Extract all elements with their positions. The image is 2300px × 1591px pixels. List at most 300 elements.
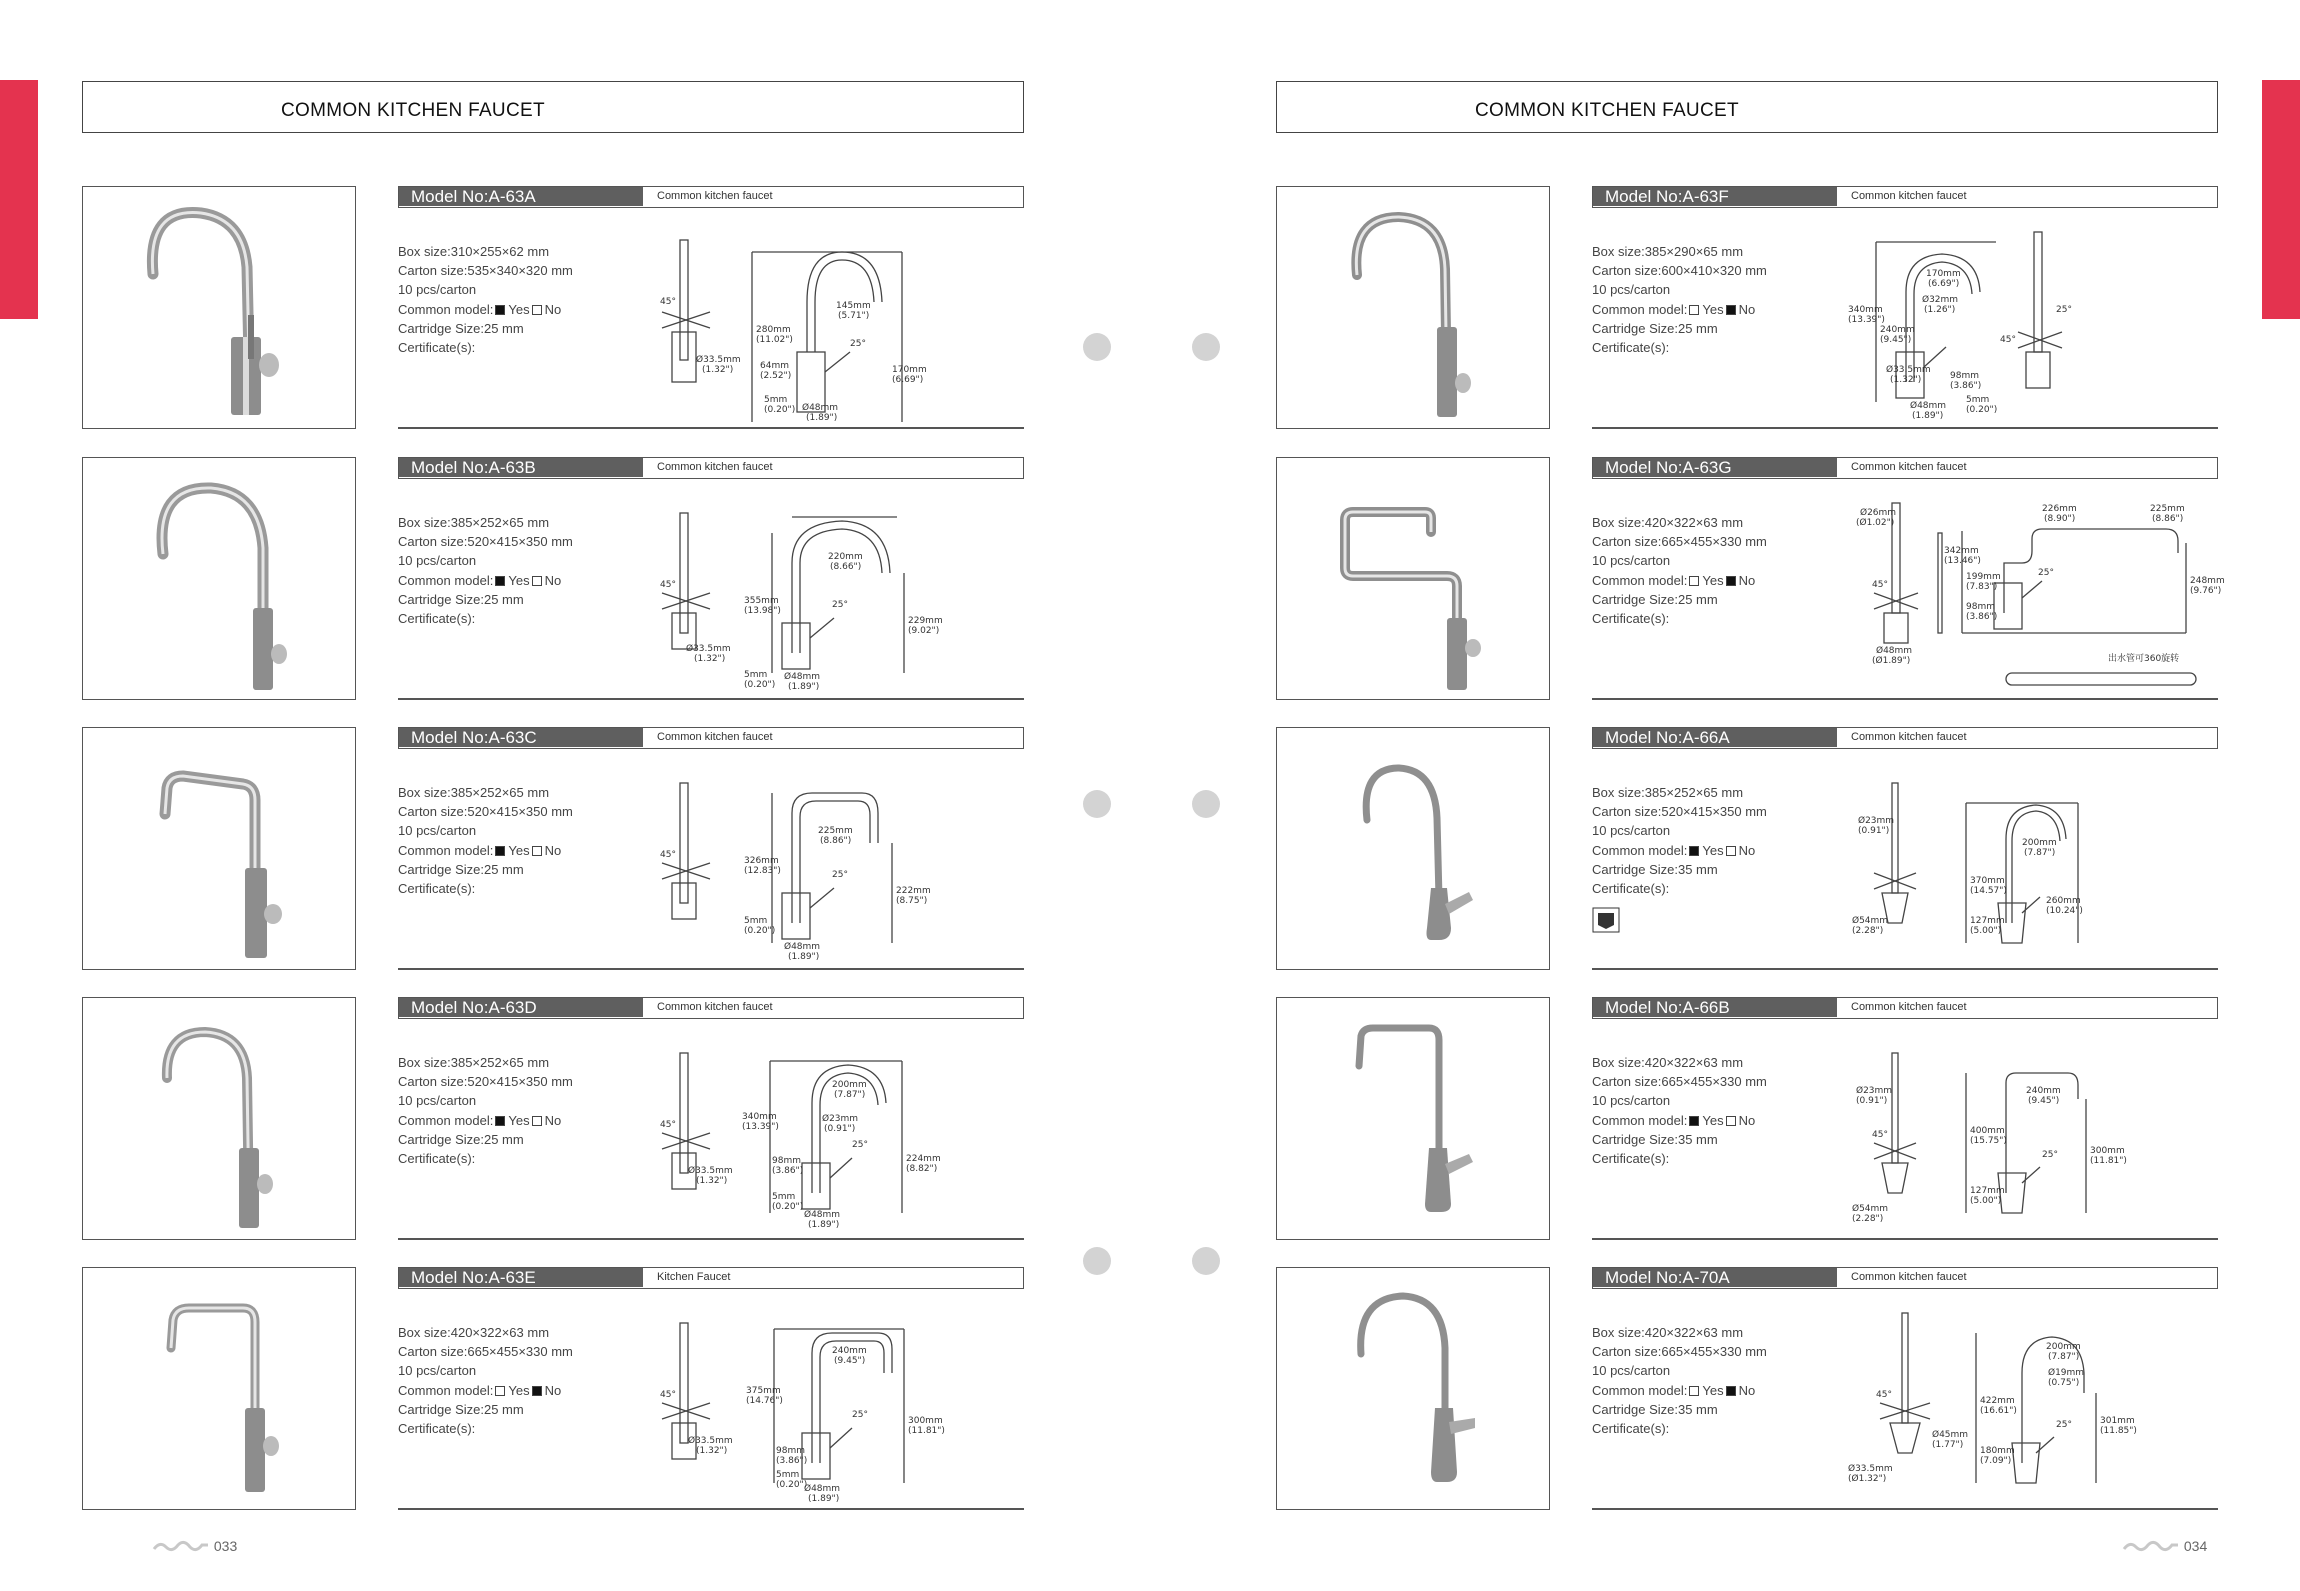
dim-label: 355mm [744, 596, 779, 606]
dim-label: Ø48mm [804, 1484, 841, 1494]
box-size: Box size:420×322×63 mm [1592, 1055, 1744, 1070]
dim-label: (11.81") [908, 1426, 945, 1436]
carton-size: Carton size:520×415×350 mm [398, 534, 573, 550]
no-label: No [1738, 572, 1756, 588]
unchecked-box-icon [1689, 576, 1699, 586]
pcs-per-carton: 10 pcs/carton [1592, 1093, 1671, 1109]
dim-label: 226mm [2042, 504, 2077, 514]
checked-box-icon [532, 1386, 542, 1396]
dim-label: (12.83") [744, 866, 781, 876]
unchecked-box-icon [1689, 305, 1699, 315]
dim-label: (3.86") [776, 1456, 808, 1466]
box-size: Box size:420×322×63 mm [398, 1325, 550, 1340]
checked-box-icon [1689, 1116, 1699, 1126]
common-model-label: Common model: [398, 1382, 494, 1398]
dim-label: (3.86") [1966, 612, 1998, 622]
dim-label: 25° [2056, 305, 2072, 315]
model-title-bar [398, 727, 1024, 749]
page-title: COMMON KITCHEN FAUCET [281, 100, 545, 121]
model-title-bar [398, 1267, 1024, 1289]
dim-label: (11.81") [2090, 1156, 2127, 1166]
model-category: Common kitchen faucet [1851, 461, 1967, 473]
dim-label: (5.00") [1970, 926, 2002, 936]
product-card [1276, 727, 2218, 970]
dim-label: 400mm [1970, 1126, 2005, 1136]
model-title-bar [1592, 997, 2218, 1019]
dim-label: 45° [660, 850, 676, 860]
product-card [82, 1267, 1024, 1510]
certificates: Certificate(s): [398, 881, 476, 897]
dim-label: (Ø1.89") [1872, 656, 1911, 666]
dim-label: Ø19mm [2048, 1368, 2085, 1378]
technical-drawing [1846, 773, 2206, 963]
certificates: Certificate(s): [1592, 611, 1670, 627]
dim-label: 180mm [1980, 1446, 2015, 1456]
spec-list [1592, 242, 1767, 357]
dim-label: (9.45") [2028, 1096, 2060, 1106]
dim-label: (Ø1.32") [1848, 1474, 1887, 1484]
unchecked-box-icon [1726, 1116, 1736, 1126]
pcs-per-carton: 10 pcs/carton [398, 1093, 477, 1109]
cartridge-size: Cartridge Size:25 mm [398, 320, 524, 336]
unchecked-box-icon [532, 1116, 542, 1126]
model-number: Model No:A-63A [399, 187, 643, 206]
common-model-label: Common model: [1592, 1382, 1688, 1398]
dim-label: (0.20") [744, 926, 776, 936]
common-model-label: Common model: [398, 301, 494, 317]
dim-label: (1.89") [808, 1494, 840, 1504]
technical-drawing [652, 773, 1012, 963]
dim-label: (6.69") [1928, 279, 1960, 289]
cartridge-size: Cartridge Size:35 mm [1592, 1401, 1718, 1417]
model-category: Common kitchen faucet [657, 190, 773, 202]
dim-label: (5.00") [1970, 1196, 2002, 1206]
dim-label: 200mm [2046, 1342, 2081, 1352]
dim-label: (13.98") [744, 606, 781, 616]
no-label: No [544, 842, 562, 858]
common-model-label: Common model: [1592, 301, 1688, 317]
dim-label: Ø33.5mm [1886, 365, 1931, 375]
faucet-illustration [1277, 458, 1551, 701]
page-number: 034 [2183, 1538, 2208, 1554]
dim-label: 199mm [1966, 572, 2001, 582]
model-number: Model No:A-66A [1593, 728, 1837, 747]
spec-list [398, 1323, 573, 1438]
dim-label: 45° [1872, 580, 1888, 590]
yes-label: Yes [508, 842, 530, 858]
no-label: No [1738, 301, 1756, 317]
pcs-per-carton: 10 pcs/carton [398, 1363, 477, 1379]
dim-label: 45° [2000, 335, 2016, 345]
certificates: Certificate(s): [1592, 1151, 1670, 1167]
gutter-dot [1083, 1247, 1111, 1275]
checked-box-icon [1726, 305, 1736, 315]
model-category: Common kitchen faucet [657, 731, 773, 743]
model-category: Common kitchen faucet [657, 1001, 773, 1013]
no-label: No [544, 301, 562, 317]
spec-list [398, 242, 573, 357]
dim-label: (1.26") [1924, 305, 1956, 315]
page-number: 033 [213, 1538, 238, 1554]
box-size: Box size:385×252×65 mm [1592, 785, 1744, 800]
pcs-per-carton: 10 pcs/carton [398, 553, 477, 569]
dim-label: 98mm [776, 1446, 805, 1456]
dim-label: 25° [2042, 1150, 2058, 1160]
dim-label: (13.46") [1944, 556, 1981, 566]
dim-label: Ø33.5mm [688, 1436, 733, 1446]
carton-size: Carton size:520×415×350 mm [398, 1074, 573, 1090]
product-photo [82, 186, 356, 429]
dim-label: 224mm [906, 1154, 941, 1164]
dim-label: Ø33.5mm [688, 1166, 733, 1176]
dim-label: (7.87") [2024, 848, 2056, 858]
checked-box-icon [1726, 1386, 1736, 1396]
model-number: Model No:A-63D [399, 998, 643, 1017]
dim-label: (1.32") [694, 654, 726, 664]
dim-label: (9.02") [908, 626, 940, 636]
dim-label: Ø48mm [784, 672, 821, 682]
technical-drawing [1846, 1313, 2206, 1503]
dim-label: Ø48mm [1876, 646, 1913, 656]
dim-label: 170mm [1926, 269, 1961, 279]
yes-label: Yes [508, 1382, 530, 1398]
unchecked-box-icon [532, 305, 542, 315]
dim-label: (7.87") [2048, 1352, 2080, 1362]
section-rule [398, 698, 1024, 700]
model-number: Model No:A-63F [1593, 187, 1837, 206]
technical-drawing [652, 1043, 1012, 1233]
common-model-row [1592, 1111, 1767, 1130]
product-card [82, 457, 1024, 700]
page-header [1276, 81, 2218, 133]
common-model-row [398, 1381, 573, 1400]
cartridge-size: Cartridge Size:35 mm [1592, 1131, 1718, 1147]
dim-label: 300mm [908, 1416, 943, 1426]
product-card [1276, 457, 2225, 700]
common-model-row [1592, 571, 1767, 590]
dim-label: 248mm [2190, 576, 2225, 586]
common-model-row [398, 571, 573, 590]
product-card [82, 186, 1024, 429]
gutter-dot [1083, 790, 1111, 818]
certificates: Certificate(s): [398, 611, 476, 627]
dim-label: 5mm [764, 395, 788, 405]
dim-label: 145mm [836, 301, 871, 311]
gutter-dot [1192, 333, 1220, 361]
checked-box-icon [495, 1116, 505, 1126]
technical-drawing [1846, 1043, 2206, 1233]
model-title-bar [398, 186, 1024, 208]
dim-label: 64mm [760, 361, 789, 371]
carton-size: Carton size:665×455×330 mm [1592, 1074, 1767, 1090]
dim-label: 25° [2038, 568, 2054, 578]
checked-box-icon [1689, 846, 1699, 856]
dim-label: 240mm [2026, 1086, 2061, 1096]
dim-label: (0.75") [2048, 1378, 2080, 1388]
unchecked-box-icon [532, 846, 542, 856]
unchecked-box-icon [1689, 1386, 1699, 1396]
faucet-illustration [1277, 187, 1551, 430]
box-size: Box size:310×255×62 mm [398, 244, 550, 259]
gutter-dot [1192, 790, 1220, 818]
product-photo [1276, 997, 1550, 1240]
left-edge-tab [0, 80, 38, 319]
dim-label: 25° [852, 1140, 868, 1150]
yes-label: Yes [1702, 1382, 1724, 1398]
dim-label: 45° [660, 297, 676, 307]
dim-label: (13.39") [742, 1122, 779, 1132]
dim-label: Ø32mm [1922, 295, 1959, 305]
model-title-bar [398, 457, 1024, 479]
certificates: Certificate(s): [1592, 1421, 1670, 1437]
product-photo [82, 997, 356, 1240]
common-model-row [1592, 1381, 1767, 1400]
dim-label: 5mm [772, 1192, 796, 1202]
dim-label: Ø26mm [1860, 508, 1897, 518]
dim-label: 222mm [896, 886, 931, 896]
pcs-per-carton: 10 pcs/carton [1592, 553, 1671, 569]
model-number: Model No:A-63C [399, 728, 643, 747]
pcs-per-carton: 10 pcs/carton [1592, 823, 1671, 839]
model-number: Model No:A-70A [1593, 1268, 1837, 1287]
checked-box-icon [495, 846, 505, 856]
carton-size: Carton size:665×455×330 mm [1592, 534, 1767, 550]
wave-logo-icon [152, 1539, 210, 1555]
no-label: No [544, 572, 562, 588]
model-number: Model No:A-63B [399, 458, 643, 477]
dim-label: 98mm [772, 1156, 801, 1166]
dim-label: 25° [850, 339, 866, 349]
product-photo [82, 727, 356, 970]
dim-label: 260mm [2046, 896, 2081, 906]
faucet-illustration [83, 187, 357, 430]
common-model-row [398, 1111, 573, 1130]
dim-label: 127mm [1970, 916, 2005, 926]
common-model-label: Common model: [1592, 1112, 1688, 1128]
dim-label: 5mm [1966, 395, 1990, 405]
no-label: No [1738, 1112, 1756, 1128]
dim-label: (Ø1.02") [1856, 518, 1895, 528]
dim-label: 5mm [744, 916, 768, 926]
dim-label: 5mm [744, 670, 768, 680]
section-rule [398, 1238, 1024, 1240]
model-title-bar [1592, 457, 2218, 479]
gutter-dot [1192, 1247, 1220, 1275]
pcs-per-carton: 10 pcs/carton [1592, 1363, 1671, 1379]
right-page [1276, 0, 2224, 1591]
dim-label: 200mm [832, 1080, 867, 1090]
dim-label: 25° [2056, 1420, 2072, 1430]
carton-size: Carton size:520×415×350 mm [398, 804, 573, 820]
cartridge-size: Cartridge Size:25 mm [398, 1401, 524, 1417]
dim-label: (1.89") [1912, 411, 1944, 421]
common-model-row [1592, 841, 1767, 860]
product-photo [1276, 457, 1550, 700]
wave-logo-icon [2122, 1539, 2180, 1555]
product-card [1276, 186, 2218, 429]
model-title-bar [1592, 1267, 2218, 1289]
model-category: Common kitchen faucet [1851, 731, 1967, 743]
model-title-bar [1592, 727, 2218, 749]
dim-label: (8.66") [830, 562, 862, 572]
common-model-label: Common model: [398, 572, 494, 588]
checked-box-icon [495, 305, 505, 315]
dim-label: 出水管可360旋转 [2108, 654, 2180, 664]
dim-label: 300mm [2090, 1146, 2125, 1156]
yes-label: Yes [1702, 1112, 1724, 1128]
gutter-dot [1083, 333, 1111, 361]
model-number: Model No:A-63E [399, 1268, 643, 1287]
dim-label: Ø33.5mm [696, 355, 741, 365]
dim-label: (14.57") [1970, 886, 2007, 896]
dim-label: 301mm [2100, 1416, 2135, 1426]
dim-label: 370mm [1970, 876, 2005, 886]
page-footer [152, 1538, 237, 1555]
model-title-bar [1592, 186, 2218, 208]
dim-label: 225mm [818, 826, 853, 836]
carton-size: Carton size:520×415×350 mm [1592, 804, 1767, 820]
product-photo [82, 457, 356, 700]
model-category: Common kitchen faucet [1851, 190, 1967, 202]
dim-label: (7.87") [834, 1090, 866, 1100]
common-model-label: Common model: [1592, 572, 1688, 588]
dim-label: (9.45") [1880, 335, 1912, 345]
dim-label: (0.20") [1966, 405, 1998, 415]
left-page [82, 0, 1030, 1591]
dim-label: (0.20") [772, 1202, 804, 1212]
dim-label: 25° [852, 1410, 868, 1420]
checked-box-icon [1726, 576, 1736, 586]
dim-label: 326mm [744, 856, 779, 866]
yes-label: Yes [1702, 572, 1724, 588]
dim-label: (13.39") [1848, 315, 1885, 325]
model-category: Common kitchen faucet [1851, 1271, 1967, 1283]
dim-label: 422mm [1980, 1396, 2015, 1406]
spec-list [1592, 1053, 1767, 1168]
dim-label: Ø45mm [1932, 1430, 1969, 1440]
dim-label: 45° [1876, 1390, 1892, 1400]
dim-label: (8.75") [896, 896, 928, 906]
faucet-illustration [1277, 998, 1551, 1241]
carton-size: Carton size:535×340×320 mm [398, 263, 573, 279]
dim-label: (1.32") [1890, 375, 1922, 385]
dim-label: (1.89") [788, 952, 820, 962]
dim-label: 25° [832, 870, 848, 880]
cartridge-size: Cartridge Size:25 mm [398, 591, 524, 607]
dim-label: (16.61") [1980, 1406, 2017, 1416]
spec-list [1592, 783, 1767, 898]
dim-label: (8.86") [2152, 514, 2184, 524]
dim-label: (9.45") [834, 1356, 866, 1366]
cartridge-size: Cartridge Size:25 mm [398, 1131, 524, 1147]
certificates: Certificate(s): [398, 340, 476, 356]
dim-label: (1.89") [788, 682, 820, 692]
dim-label: (0.20") [776, 1480, 808, 1490]
dim-label: (11.85") [2100, 1426, 2137, 1436]
pcs-per-carton: 10 pcs/carton [1592, 282, 1671, 298]
section-rule [398, 968, 1024, 970]
box-size: Box size:385×252×65 mm [398, 785, 550, 800]
unchecked-box-icon [495, 1386, 505, 1396]
dim-label: 45° [660, 1120, 676, 1130]
dim-label: 98mm [1950, 371, 1979, 381]
dim-label: Ø23mm [1856, 1086, 1893, 1096]
product-photo [1276, 186, 1550, 429]
faucet-illustration [83, 728, 357, 971]
dim-label: (3.86") [1950, 381, 1982, 391]
common-model-label: Common model: [1592, 842, 1688, 858]
common-model-row [398, 300, 573, 319]
box-size: Box size:385×290×65 mm [1592, 244, 1744, 259]
dim-label: (0.20") [744, 680, 776, 690]
dim-label: (1.89") [808, 1220, 840, 1230]
box-size: Box size:385×252×65 mm [398, 1055, 550, 1070]
dim-label: 45° [660, 1390, 676, 1400]
dim-label: Ø48mm [802, 403, 839, 413]
pcs-per-carton: 10 pcs/carton [398, 282, 477, 298]
product-card [1276, 997, 2218, 1240]
section-rule [1592, 968, 2218, 970]
dim-label: (5.71") [838, 311, 870, 321]
technical-drawing [652, 1313, 1012, 1503]
product-card [82, 997, 1024, 1240]
dim-label: (1.32") [696, 1176, 728, 1186]
dim-label: 45° [1872, 1130, 1888, 1140]
product-photo [1276, 1267, 1550, 1510]
yes-label: Yes [508, 301, 530, 317]
certificates: Certificate(s): [398, 1151, 476, 1167]
yes-label: Yes [508, 1112, 530, 1128]
carton-size: Carton size:665×455×330 mm [1592, 1344, 1767, 1360]
dim-label: Ø23mm [822, 1114, 859, 1124]
dim-label: Ø54mm [1852, 916, 1889, 926]
no-label: No [1738, 842, 1756, 858]
technical-drawing [652, 232, 1012, 422]
dim-label: 25° [832, 600, 848, 610]
dim-label: 45° [660, 580, 676, 590]
carton-size: Carton size:665×455×330 mm [398, 1344, 573, 1360]
dim-label: (7.83") [1966, 582, 1998, 592]
product-photo [1276, 727, 1550, 970]
dim-label: Ø33.5mm [1848, 1464, 1893, 1474]
faucet-illustration [83, 458, 357, 701]
dim-label: (8.86") [820, 836, 852, 846]
spec-list [1592, 513, 1767, 628]
dim-label: Ø23mm [1858, 816, 1895, 826]
page-footer [2122, 1538, 2207, 1555]
certificates: Certificate(s): [1592, 881, 1670, 897]
section-rule [1592, 1508, 2218, 1510]
dim-label: 375mm [746, 1386, 781, 1396]
unchecked-box-icon [1726, 846, 1736, 856]
dim-label: 340mm [1848, 305, 1883, 315]
certificates: Certificate(s): [1592, 340, 1670, 356]
checked-box-icon [495, 576, 505, 586]
cartridge-size: Cartridge Size:25 mm [1592, 591, 1718, 607]
page-title: COMMON KITCHEN FAUCET [1475, 100, 1739, 121]
dim-label: Ø33.5mm [686, 644, 731, 654]
spec-list [1592, 1323, 1767, 1438]
page-header [82, 81, 1024, 133]
section-rule [1592, 427, 2218, 429]
common-model-label: Common model: [398, 842, 494, 858]
yes-label: Yes [508, 572, 530, 588]
dim-label: 200mm [2022, 838, 2057, 848]
dim-label: Ø48mm [784, 942, 821, 952]
technical-drawing [652, 503, 1012, 693]
dim-label: (11.02") [756, 335, 793, 345]
right-edge-tab [2262, 80, 2300, 319]
